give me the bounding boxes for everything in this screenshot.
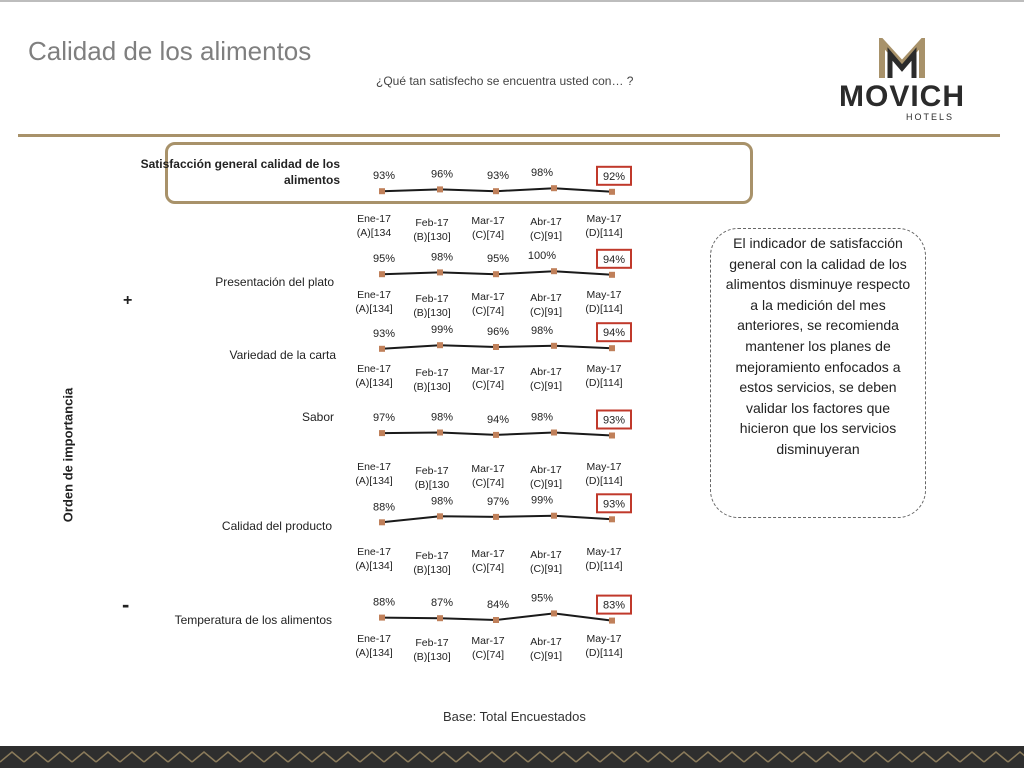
data-label-1-1: 98% [430, 251, 454, 264]
data-point-1-0 [379, 271, 385, 277]
x-tick-sublabel-0-1: (B)[130] [413, 231, 451, 243]
x-tick-label-5-3: Abr-17 [530, 636, 562, 648]
axis-title-importance: Orden de importancia [60, 387, 76, 523]
x-tick-sublabel-1-0: (A)[134] [355, 303, 393, 315]
data-point-0-3 [551, 185, 557, 191]
data-point-5-0 [379, 615, 385, 621]
x-tick-label-4-3: Abr-17 [530, 549, 562, 561]
row-label-3: Sabor [301, 410, 334, 424]
x-tick-sublabel-3-2: (C)[74] [471, 477, 505, 489]
x-tick-label-5-4: May-17 [586, 633, 622, 645]
data-label-4-1: 98% [430, 495, 454, 508]
data-label-0-2: 93% [486, 170, 510, 183]
plus-sign: + [123, 292, 133, 309]
row-label-4: Calidad del producto [221, 519, 332, 533]
data-point-3-3 [551, 430, 557, 436]
data-point-1-2 [493, 271, 499, 277]
data-point-2-2 [493, 344, 499, 350]
data-point-0-0 [379, 188, 385, 194]
x-tick-sublabel-2-1: (B)[130] [413, 381, 451, 393]
base-note: Base: Total Encuestados [443, 709, 586, 724]
x-tick-label-0-0: Ene-17 [357, 213, 391, 225]
x-tick-sublabel-2-4: (D)[114] [585, 377, 623, 389]
x-tick-label-2-0: Ene-17 [357, 363, 391, 375]
x-tick-label-2-4: May-17 [586, 363, 622, 375]
data-point-4-4 [609, 516, 615, 522]
x-tick-sublabel-1-2: (C)[74] [471, 305, 505, 317]
x-tick-label-3-3: Abr-17 [530, 464, 562, 476]
data-point-3-1 [437, 430, 443, 436]
x-tick-label-3-2: Mar-17 [471, 463, 505, 475]
data-label-2-1: 99% [430, 324, 454, 337]
x-tick-label-2-1: Feb-17 [415, 367, 449, 379]
x-tick-sublabel-3-1: (B)[130 [414, 479, 450, 491]
x-tick-sublabel-1-4: (D)[114] [585, 303, 623, 315]
x-tick-label-5-2: Mar-17 [471, 635, 505, 647]
data-label-3-1: 98% [430, 411, 454, 424]
data-point-0-4 [609, 189, 615, 195]
data-point-4-1 [437, 513, 443, 519]
x-tick-sublabel-0-4: (D)[114] [585, 227, 623, 239]
data-point-3-0 [379, 430, 385, 436]
data-point-2-1 [437, 342, 443, 348]
x-tick-sublabel-4-1: (B)[130] [413, 564, 451, 576]
x-tick-label-2-3: Abr-17 [530, 366, 562, 378]
data-point-1-1 [437, 269, 443, 275]
data-label-5-2: 84% [486, 599, 510, 611]
data-label-5-1: 87% [430, 597, 454, 610]
data-point-5-1 [437, 615, 443, 621]
data-point-3-2 [493, 432, 499, 438]
data-label-1-0: 95% [372, 253, 396, 266]
data-point-5-4 [609, 618, 615, 624]
data-label-2-0: 93% [372, 327, 396, 340]
x-tick-label-3-1: Feb-17 [415, 465, 449, 477]
x-tick-sublabel-0-3: (C)[91] [529, 230, 563, 242]
x-tick-label-0-2: Mar-17 [471, 215, 505, 227]
x-tick-label-5-1: Feb-17 [415, 637, 449, 649]
row-label-0: Satisfacción general calidad de los alimentos [140, 157, 340, 187]
data-label-3-2: 94% [486, 413, 510, 426]
row-label-1: Presentación del plato [215, 275, 334, 289]
data-label-1-3: 100% [527, 250, 557, 263]
x-tick-label-4-1: Feb-17 [415, 550, 449, 562]
x-tick-sublabel-5-1: (B)[130] [413, 651, 451, 663]
row-label-2: Variedad de la carta [229, 348, 336, 362]
x-tick-sublabel-4-3: (C)[91] [529, 563, 563, 575]
x-tick-sublabel-5-2: (C)[74] [471, 649, 505, 661]
x-tick-sublabel-1-3: (C)[91] [529, 306, 563, 318]
x-tick-sublabel-1-1: (B)[130] [413, 307, 451, 319]
data-label-0-4: 92% [602, 170, 626, 183]
data-label-4-0: 88% [372, 501, 396, 514]
x-tick-sublabel-4-2: (C)[74] [471, 562, 505, 574]
logo-word: MOVICH [839, 80, 965, 113]
footer-band [0, 746, 1024, 768]
data-point-4-0 [379, 519, 385, 525]
data-point-1-4 [609, 272, 615, 278]
data-label-3-0: 97% [372, 412, 396, 425]
data-label-2-4: 94% [602, 327, 626, 340]
footer-pattern [0, 746, 1024, 768]
minus-sign: - [122, 592, 130, 617]
data-label-4-3: 99% [530, 494, 554, 507]
x-tick-label-4-4: May-17 [586, 546, 622, 558]
x-tick-sublabel-2-0: (A)[134] [355, 377, 393, 389]
data-point-0-2 [493, 188, 499, 194]
x-tick-label-2-2: Mar-17 [471, 365, 505, 377]
data-point-2-3 [551, 343, 557, 349]
data-label-1-2: 95% [486, 253, 510, 266]
x-tick-sublabel-3-3: (C)[91] [529, 478, 563, 490]
data-point-1-3 [551, 268, 557, 274]
x-tick-sublabel-3-4: (D)[114] [585, 475, 623, 487]
data-label-3-3: 98% [530, 411, 554, 424]
data-label-5-0: 88% [372, 596, 396, 609]
data-point-5-2 [493, 617, 499, 623]
x-tick-label-3-0: Ene-17 [357, 461, 391, 473]
x-tick-label-4-2: Mar-17 [471, 548, 505, 560]
slide-subtitle: ¿Qué tan satisfecho se encuentra usted con… ? [376, 74, 634, 88]
x-tick-label-4-0: Ene-17 [357, 546, 391, 558]
x-tick-sublabel-5-3: (C)[91] [529, 650, 563, 662]
data-point-4-2 [493, 514, 499, 520]
recommendation-note: El indicador de satisfacción general con la calidad de los alimentos disminuye respecto a la medición del mes anteriores, se recomienda mantener los planes de mejoramiento enfocados a estos servicios, se deben validar los factores que hicieron que los servicios disminuyeran [710, 228, 926, 518]
x-tick-sublabel-3-0: (A)[134] [355, 475, 393, 487]
logo-subtitle: HOTELS [905, 112, 954, 122]
x-tick-label-1-0: Ene-17 [357, 289, 391, 301]
data-label-0-1: 96% [430, 168, 454, 181]
x-tick-label-1-2: Mar-17 [471, 291, 505, 303]
data-label-2-2: 96% [486, 326, 510, 338]
x-tick-sublabel-4-4: (D)[114] [585, 560, 623, 572]
data-label-2-3: 98% [530, 324, 554, 337]
data-point-2-0 [379, 346, 385, 352]
x-tick-sublabel-2-2: (C)[74] [471, 379, 505, 391]
x-tick-sublabel-5-4: (D)[114] [585, 647, 623, 659]
x-tick-sublabel-4-0: (A)[134] [355, 560, 393, 572]
data-point-3-4 [609, 433, 615, 439]
data-point-2-4 [609, 345, 615, 351]
x-tick-label-5-0: Ene-17 [357, 633, 391, 645]
data-label-0-0: 93% [372, 170, 396, 183]
x-tick-label-1-3: Abr-17 [530, 292, 562, 304]
data-point-0-1 [437, 186, 443, 192]
data-label-1-4: 94% [602, 253, 626, 266]
data-label-3-4: 93% [602, 414, 626, 427]
x-tick-sublabel-5-0: (A)[134] [355, 647, 393, 659]
x-tick-label-3-4: May-17 [586, 461, 622, 473]
row-label-5: Temperatura de los alimentos [174, 613, 332, 627]
data-label-4-2: 97% [486, 495, 510, 508]
slide-title: Calidad de los alimentos [28, 36, 312, 66]
data-label-5-4: 83% [602, 599, 626, 612]
x-tick-sublabel-0-2: (C)[74] [471, 229, 505, 241]
data-point-4-3 [551, 513, 557, 519]
data-label-0-3: 98% [530, 167, 554, 180]
x-tick-sublabel-2-3: (C)[91] [529, 380, 563, 392]
data-label-4-4: 93% [602, 498, 626, 511]
x-tick-label-1-1: Feb-17 [415, 293, 449, 305]
x-tick-sublabel-0-0: (A)[134 [356, 227, 392, 239]
x-tick-label-1-4: May-17 [586, 289, 622, 301]
data-label-5-3: 95% [530, 592, 554, 605]
x-tick-label-0-3: Abr-17 [530, 216, 562, 228]
data-point-5-3 [551, 610, 557, 616]
x-tick-label-0-4: May-17 [586, 213, 622, 225]
x-tick-label-0-1: Feb-17 [415, 217, 449, 229]
